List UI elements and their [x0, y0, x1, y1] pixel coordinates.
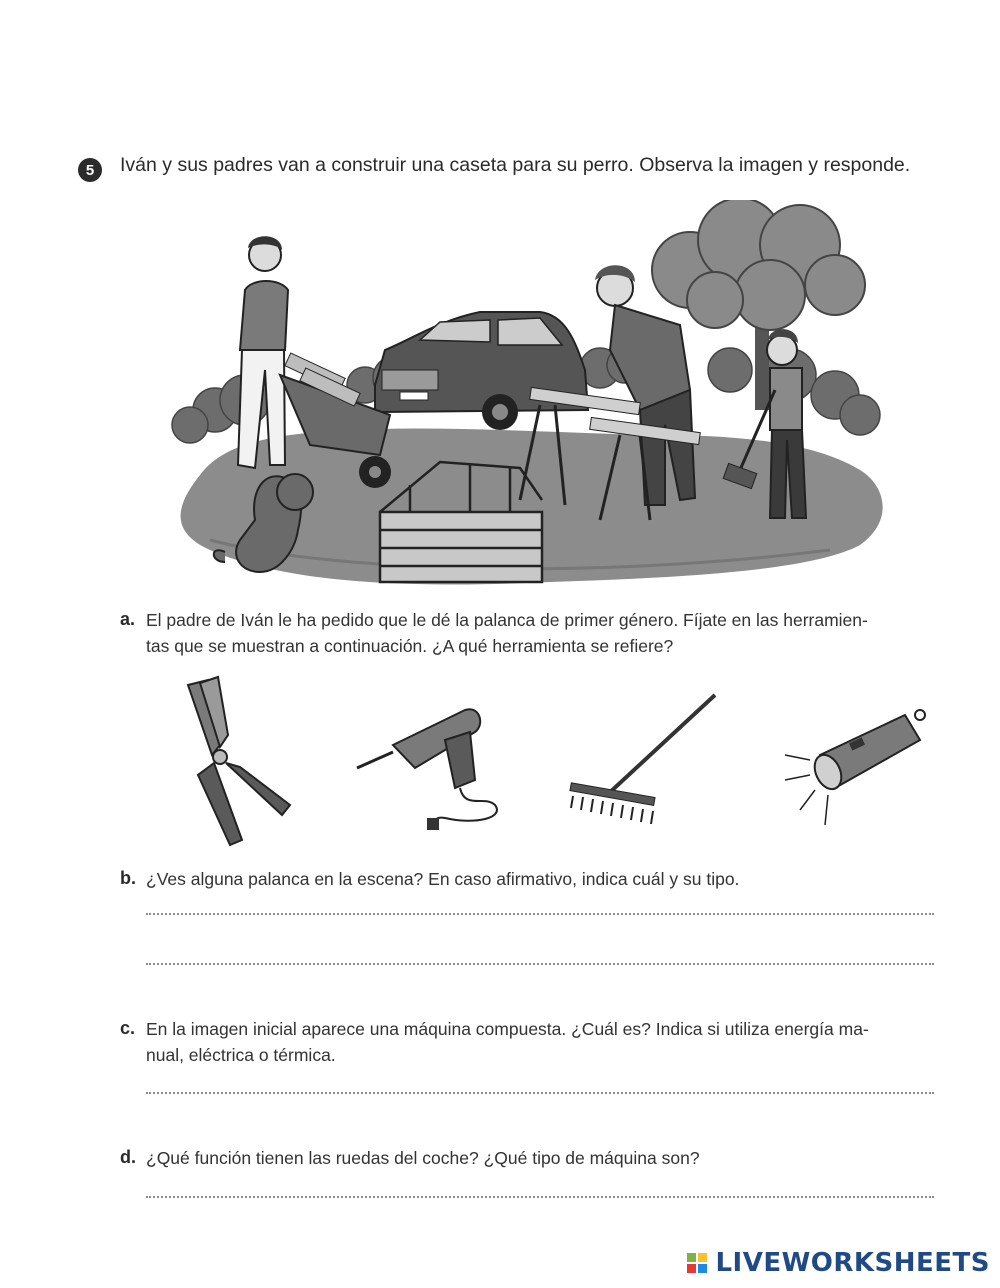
drill-icon[interactable] [355, 700, 515, 835]
answer-d-line-1[interactable] [146, 1196, 934, 1198]
exercise-intro: Iván y sus padres van a construir una caseta para su perro. Observa la imagen y responde. [120, 154, 911, 176]
pliers-icon[interactable] [180, 675, 300, 850]
question-d-letter: d. [120, 1147, 136, 1167]
mother [238, 236, 288, 468]
answer-c-line-1[interactable] [146, 1092, 934, 1094]
rake-icon[interactable] [565, 690, 725, 830]
question-d-text: ¿Qué función tienen las ruedas del coche? ¿Qué tipo de máquina son? [146, 1148, 700, 1168]
question-a-line2: tas que se muestran a continuación. ¿A qué herramienta se refiere? [146, 636, 674, 656]
exercise-number-badge: 5 [78, 158, 102, 182]
question-a-text [146, 607, 868, 659]
question-a-line1: El padre de Iván le ha pedido que le dé la palanca de primer género. Fíjate en las herramien- [146, 610, 868, 630]
question-c-letter: c. [120, 1018, 136, 1038]
answer-b-line-2[interactable] [146, 963, 934, 965]
question-c-line1: En la imagen inicial aparece una máquina compuesta. ¿Cuál es? Indica si utiliza energía ma- [146, 1019, 869, 1039]
logo-text: LIVEWORKSHEETS [715, 1248, 990, 1278]
question-b-text: ¿Ves alguna palanca en la escena? En caso afirmativo, indica cuál y su tipo. [146, 869, 740, 889]
question-c-line2: nual, eléctrica o térmica. [146, 1045, 336, 1065]
question-b-letter: b. [120, 868, 136, 888]
liveworksheets-logo[interactable] [687, 1248, 990, 1278]
question-c-text [146, 1016, 869, 1068]
logo-squares-icon [687, 1253, 707, 1273]
answer-b-line-1[interactable] [146, 913, 934, 915]
flashlight-icon[interactable] [780, 700, 930, 835]
scene-illustration [170, 200, 890, 592]
question-a-letter: a. [120, 609, 136, 629]
